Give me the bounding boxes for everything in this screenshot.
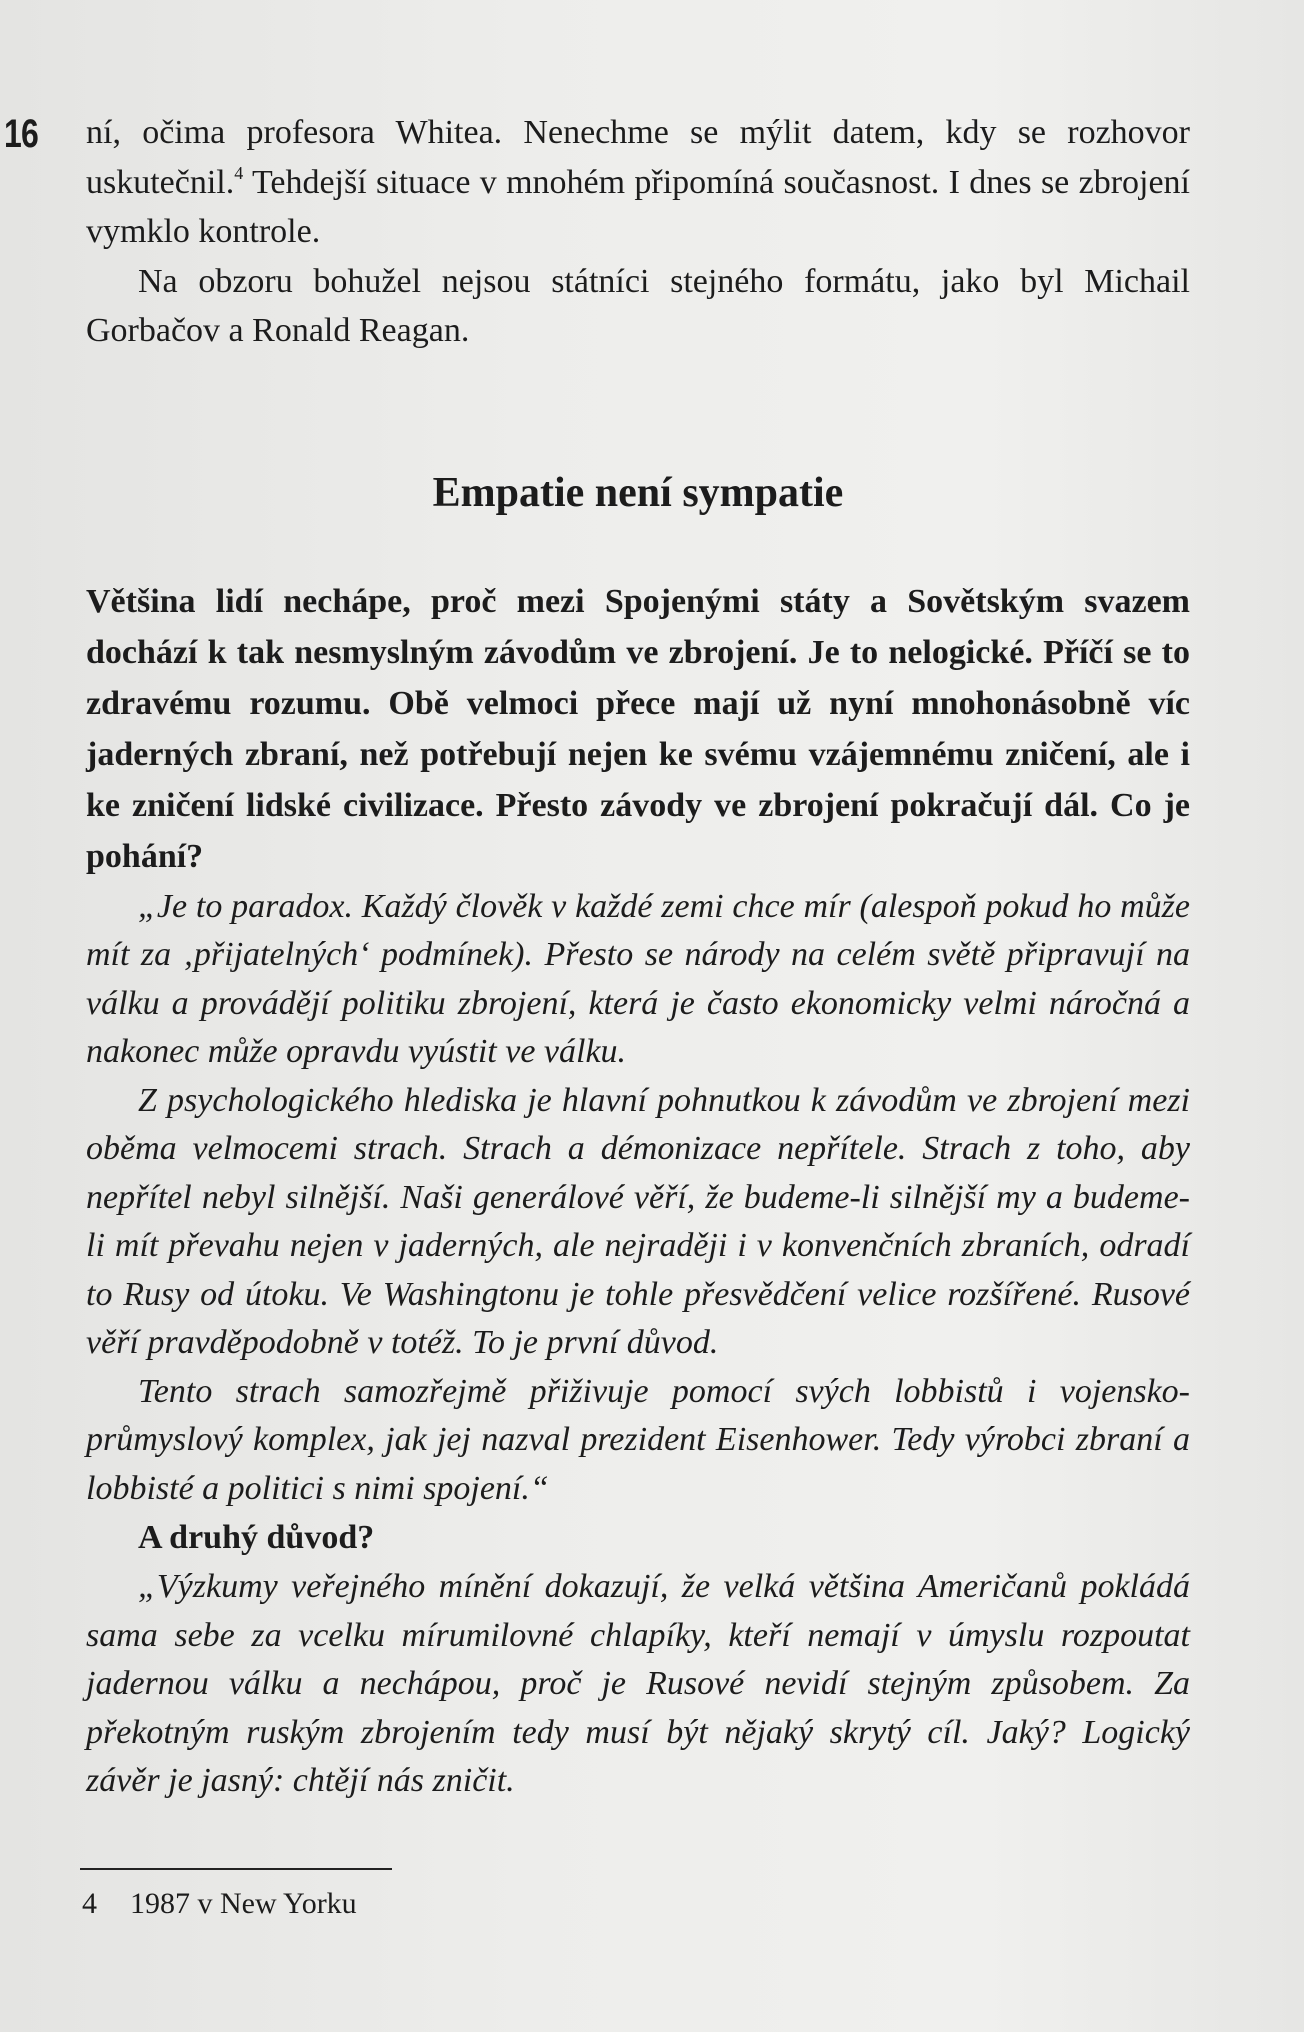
footnote-separator bbox=[80, 1868, 392, 1870]
section-heading: Empatie není sympatie bbox=[432, 469, 844, 516]
quote-paragraph-2: Z psychologického hlediska je hlavní pohnutkou k závodům ve zbrojení mezi oběma velmocemi strach. Strach a démonizace nepřítele. Strach z toho, aby nepřítel nebyl silnější. Naši generálové věří, že budeme-li silnější my a budeme-li mít převahu nejen v jaderných, ale nejraději i v konvenčních zbraních, odradí to Rusy od útoku. Ve Washingtonu je tohle přesvědčení velice rozšířené. Rusové věří pravděpodobně v totéž. To je první důvod. bbox=[86, 1081, 1190, 1361]
intro-text-part-1: ní, očima profesora Whitea. Nenechme se mýlit datem, kdy se rozhovor uskutečnil. bbox=[86, 114, 1190, 201]
footnote-reference[interactable]: 4 bbox=[234, 162, 244, 183]
quote-paragraph-1: „Je to paradox. Každý člověk v každé zemi chce mír (alespoň pokud ho může mít za ‚přijatelných‘ podmínek). Přesto se národy na celém světě připravují na válku a provádějí politiku zbrojení, která je často ekonomicky velmi náročná a nakonec může opravdu vyústit ve válku. bbox=[86, 887, 1190, 1070]
quote-paragraph-3: Tento strach samozřejmě přiživuje pomocí svých lobbistů i vojensko-průmyslový komplex, jak jej nazval prezident Eisenhower. Tedy výrobci zbraní a lobbisté a politici s nimi spojení.“ bbox=[86, 1372, 1190, 1507]
answer-paragraph: „Výzkumy veřejného mínění dokazují, že velká většina Američanů pokládá sama sebe za vcelku mírumilovné chlapíky, kteří nemají v úmyslu rozpoutat jadernou válku a nechápou, proč je Rusové nevidí stejným způsobem. Za překotným ruským zbrojením tedy musí být nějaký skrytý cíl. Jaký? Logický závěr je jasný: chtějí nás zničit. bbox=[86, 1568, 1190, 1799]
footnote-number: 4 bbox=[82, 1887, 97, 1920]
section-lead: Většina lidí nechápe, proč mezi Spojenými státy a Sovětským svazem dochází k tak nesmyslným závodům ve zbrojení. Je to nelogické. Příčí se to zdravému rozumu. Obě velmoci přece mají už nyní mnohonásobně víc jaderných zbraní, než potřebují nejen ke svému vzájemnému zničení, ale i ke zničení lidské civilizace. Přesto závody ve zbrojení pokračují dál. Co je pohání? bbox=[86, 582, 1190, 875]
footnote-text: 1987 v New Yorku bbox=[130, 1887, 357, 1920]
interview-question: A druhý důvod? bbox=[138, 1519, 375, 1556]
footnote bbox=[82, 1884, 357, 1924]
page-number: 16 bbox=[4, 112, 38, 156]
intro-text-part-2: Tehdejší situace v mnohém připomíná současnost. I dnes se zbrojení vymklo kontrole. bbox=[86, 163, 1190, 250]
intro-paragraph-2: Na obzoru bohužel nejsou státníci stejného formátu, jako byl Michail Gorbačov a Ronald Reagan. bbox=[86, 262, 1190, 349]
page-body bbox=[86, 108, 1190, 1806]
intro-paragraph-1 bbox=[86, 108, 1190, 257]
